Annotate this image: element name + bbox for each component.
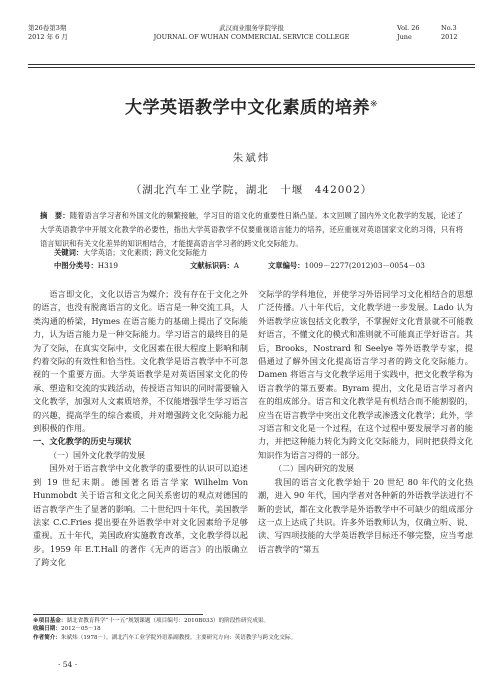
paragraph: 我国的语言文化教学始于 20 世纪 80 年代的文化热潮，进入 90 年代，国内学者对各种新的外语教学法进行不断的尝试，都在文化教学是外语教学中不可缺少的组成部分这一点上达成了共识。许多外语教师认为，仅确立听、说、读、写四项技能的大学英语教学目标还不够完整，应当考虑语言教学的“第五 <box>258 476 473 554</box>
document-code <box>190 260 239 271</box>
doc-label: 文献标识码： <box>190 261 234 270</box>
month-en: June <box>397 33 412 41</box>
fund-label: ※项目基金： <box>33 618 67 624</box>
header-rule-thick <box>28 64 475 65</box>
received-date: 2012－05－18 <box>60 626 101 633</box>
year-en: 2012 <box>441 33 458 41</box>
paragraph: 交际学的学科地位，并使学习外语同学习文化相结合的思想广泛传播。八十年代后，文化教学进一步发展。Lado 认为外语教学应该包括文化教学，不掌握好文化背景就不可能教好语言，不懂文化的模式和准则就不可能真正学好语言。其后，Brooks，Nostrard 和 Seelye 等外语教学专家，提倡通过了解外国文化提高语言学习者的跨文化交际能力。Damen 将语言与文化教学运用于实践中，把文化教学称为语言教学的第五要素。Byram 提出，文化是语言学习者内在的组成部分。语言和文化教学是有机结合而不能割裂的，应当在语言教学中突出文化教学或渗透文化教学；此外，学习语言和文化是一个过程，在这个过程中要发展学习者的能力，并把这种能力转化为跨文化交际能力，同时把获得文化知识作为语言习得的一部分。 <box>258 289 473 460</box>
abstract <box>40 209 463 251</box>
article-title <box>0 93 503 118</box>
author-name: 朱斌炜 <box>232 152 271 164</box>
clc-value: H319 <box>97 261 119 270</box>
volume-issue-cn: 第26卷第3期 <box>28 24 67 32</box>
header-right <box>397 24 475 42</box>
article-number <box>268 260 425 271</box>
article-value: 1009－2277(2012)03－0054－03 <box>304 261 425 270</box>
body-column-left <box>33 288 248 570</box>
body-column-right <box>258 288 473 556</box>
title-footnote-mark: ※ <box>369 99 379 110</box>
subsection-heading: （一）国外文化教学的发展 <box>49 450 145 460</box>
journal-name-en: JOURNAL OF WUHAN COMMERCIAL SERVICE COLLEGE <box>153 33 350 41</box>
doc-value: A <box>233 261 240 270</box>
footnote-rule <box>33 614 203 615</box>
author-bio-label: 作者简介： <box>33 634 61 641</box>
title-text: 大学英语教学中文化素质的培养 <box>124 98 370 118</box>
abstract-label: 摘 要： <box>40 211 70 220</box>
page-number: · 54 · <box>58 660 78 669</box>
header-rule-thin <box>28 67 475 68</box>
footnote-received <box>33 625 473 633</box>
issue-en: No.3 <box>441 24 457 32</box>
footnote-fund <box>33 617 473 625</box>
author-affiliation: （湖北汽车工业学院，湖北 十堰 442002） <box>130 184 373 196</box>
paragraph: 语言即文化，文化以语言为媒介；没有存在于文化之外的语言，也没有脱离语言的文化。语言是一种交流工具，人类沟通的桥梁，Hymes 在语言能力的基础上提出了交际能力，认为语言能力是一种交际能力。学习语言的最终目的是为了交际，在真实交际中，文化因素在很大程度上影响和制约着交际的有效性和恰当性。文化教学是语言教学中不可忽视的一个重要方面。大学英语教学是对英语国家文化的传承、塑造和交流的实践活动，传授语言知识的同时需要输入文化教学，加强对人文素质培养，不仅能增强学生学习语言的兴趣，提高学生的综合素质，并对增强跨文化交际能力起到积极的作用。 <box>33 289 248 434</box>
keywords-label: 关键词： <box>54 248 84 257</box>
section-heading: 一、文化教学的历史与现状 <box>33 436 132 447</box>
author-bio-text: 朱斌炜（1978－），湖北汽车工业学院外语系副教授。主要研究方向：英语教学与跨文化交际。 <box>60 634 297 641</box>
footnote-author <box>33 634 473 642</box>
volume-en: Vol. 26 <box>397 24 420 32</box>
date-cn: 2012 年 6 月 <box>28 33 68 41</box>
received-label: 收稿日期： <box>33 626 61 633</box>
clc-number <box>54 260 118 271</box>
footnotes <box>33 614 473 642</box>
journal-name-cn: 武汉商业服务学院学报 <box>219 24 284 32</box>
fund-text: 湖北省教育科学“十一五”规划课题（项目编号：2010B033）的阶段性研究成果。 <box>66 618 269 624</box>
keywords-text: 大学英语；文化素质；跨文化交际能力 <box>83 248 208 257</box>
paragraph: 国外对于语言教学中文化教学的重要性的认识可以追述到 19 世纪末期。德国著名语言学家 Wilhelm Von Hunmobdt 关于语言和文化之间关系密切的观点对德国的语言教学产生了显著的影响。二十世纪四十年代，美国教学法家 C.C.Fries 提出要在外语教学中对文化因素给予足够重视。五十年代，美国政府实施教育改革，文化教学得以起步。1959 年 E.T.Hall 的著作《无声的语言》的出版确立了跨文化 <box>33 463 248 568</box>
subsection-heading: （二）国内研究的发展 <box>274 464 354 474</box>
clc-label: 中图分类号： <box>54 261 98 270</box>
journal-header <box>28 24 475 58</box>
article-label: 文章编号： <box>268 261 305 270</box>
keywords <box>54 247 207 258</box>
abstract-text: 随着语言学习者和外国文化的频繁接触，学习目的语文化的重要性日渐凸显。本文回顾了国内外文化教学的发展，论述了大学英语教学中开展文化教学的必要性，指出大学英语教学不仅要重视语言能力的培养，还应重视对英语国家文化的习得，只有将语言知识和有关文化差异的知识相结合，才能提高语言学习者的跨文化交际能力。 <box>40 211 464 248</box>
